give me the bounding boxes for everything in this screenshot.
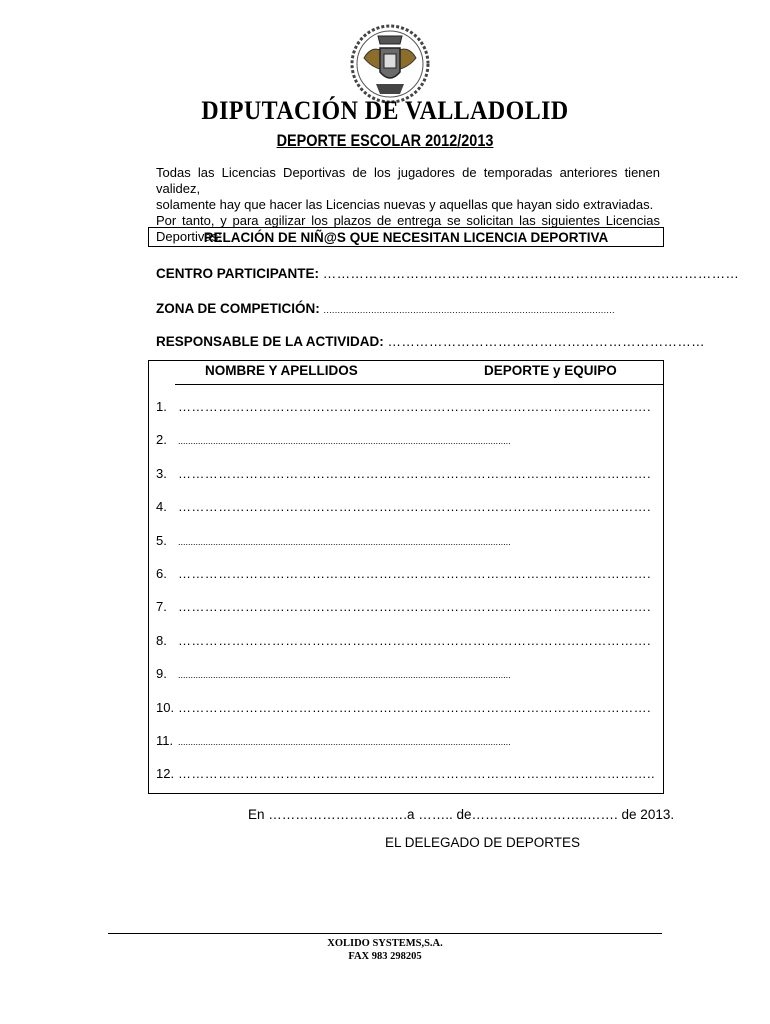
list-row[interactable] [156, 566, 656, 581]
row-number: 9. [156, 666, 167, 682]
header-underline [175, 384, 663, 385]
row-number: 5. [156, 532, 167, 548]
delegate-signature-label: EL DELEGADO DE DEPORTES [385, 835, 581, 850]
zona-label: ZONA DE COMPETICIÓN: [156, 301, 320, 316]
list-row[interactable] [156, 633, 656, 648]
centro-value[interactable]: …………………………………………….……….…..…………………… [322, 266, 740, 281]
row-number: 7. [156, 599, 167, 615]
column-header-name: NOMBRE Y APELLIDOS [205, 363, 358, 378]
centro-field[interactable] [156, 266, 740, 281]
list-row[interactable] [156, 432, 656, 447]
footer-fax: FAX 983 298205 [348, 951, 422, 962]
row-fill-line[interactable]: ..................................................................................................................................... [178, 536, 511, 547]
intro-line-2: solamente hay que hacer las Licencias nuevas y aquellas que hayan sido extraviadas. [156, 197, 654, 212]
row-number: 12. [156, 766, 175, 782]
row-fill-line[interactable]: ..................................................................................................................................... [178, 737, 511, 747]
row-number: 1. [156, 399, 167, 414]
column-header-sport: DEPORTE y EQUIPO [484, 363, 617, 378]
row-fill-line[interactable]: ……………………………………………………………………………………………. [178, 465, 652, 481]
row-fill-line[interactable]: ……………………………………………………………………………………………. [178, 699, 652, 715]
list-row[interactable] [156, 700, 656, 715]
row-fill-line[interactable]: ..................................................................................................................................... [178, 670, 511, 681]
responsable-field[interactable] [156, 334, 705, 349]
row-fill-line[interactable]: ……………………………………………………………………………………………. [178, 599, 652, 615]
responsable-label: RESPONSABLE DE LA ACTIVIDAD: [156, 334, 384, 349]
footer-company: XOLIDO SYSTEMS,S.A. [327, 938, 443, 949]
row-number: 10. [156, 699, 175, 715]
row-fill-line[interactable]: ..................................................................................................................................... [178, 436, 511, 447]
list-row[interactable] [156, 766, 656, 781]
list-row[interactable] [156, 399, 656, 414]
zona-field[interactable] [156, 301, 661, 316]
list-row[interactable] [156, 466, 656, 481]
list-row[interactable] [156, 499, 656, 514]
intro-line-1: Todas las Licencias Deportivas de los jugadores de temporadas anteriores tienen validez, [156, 165, 660, 196]
row-fill-line[interactable]: ……………………………………………………………………………………………. [178, 632, 652, 648]
row-number: 6. [156, 566, 167, 581]
row-number: 8. [156, 632, 167, 648]
list-row[interactable] [156, 666, 656, 681]
footer-divider [108, 933, 662, 934]
row-number: 11. [156, 733, 174, 748]
row-number: 2. [156, 432, 167, 448]
relation-heading: RELACIÓN DE NIÑ@S QUE NECESITAN LICENCIA DEPORTIVA [148, 227, 664, 247]
document-subtitle: DEPORTE ESCOLAR 2012/2013 [276, 131, 494, 150]
row-number: 4. [156, 499, 167, 515]
centro-label: CENTRO PARTICIPANTE: [156, 266, 319, 281]
coat-of-arms-logo [350, 22, 430, 106]
row-fill-line[interactable]: ……………………………………………………………………………………………. [178, 399, 652, 414]
responsable-value[interactable]: …………………………………………………………… [387, 334, 705, 349]
organization-title: DIPUTACIÓN DE VALLADOLID [201, 96, 569, 125]
list-row[interactable] [156, 733, 656, 748]
zona-value[interactable]: ........................................................................................................ [323, 305, 615, 315]
row-fill-line[interactable]: …………………………………………………………………………………………….. [178, 766, 656, 782]
row-number: 3. [156, 465, 167, 481]
row-fill-line[interactable]: ……………………………………………………………………………………………. [178, 499, 652, 515]
list-row[interactable] [156, 599, 656, 614]
list-row[interactable] [156, 533, 656, 548]
row-fill-line[interactable]: ……………………………………………………………………………………………. [178, 566, 652, 581]
date-line[interactable]: En ………………………….a …….. de……………………..……. de 2013. [248, 807, 675, 822]
intro-line-3: Por tanto, y para agilizar los plazos de entrega se solicitan las siguientes Licencias Deportivas: [156, 213, 660, 244]
